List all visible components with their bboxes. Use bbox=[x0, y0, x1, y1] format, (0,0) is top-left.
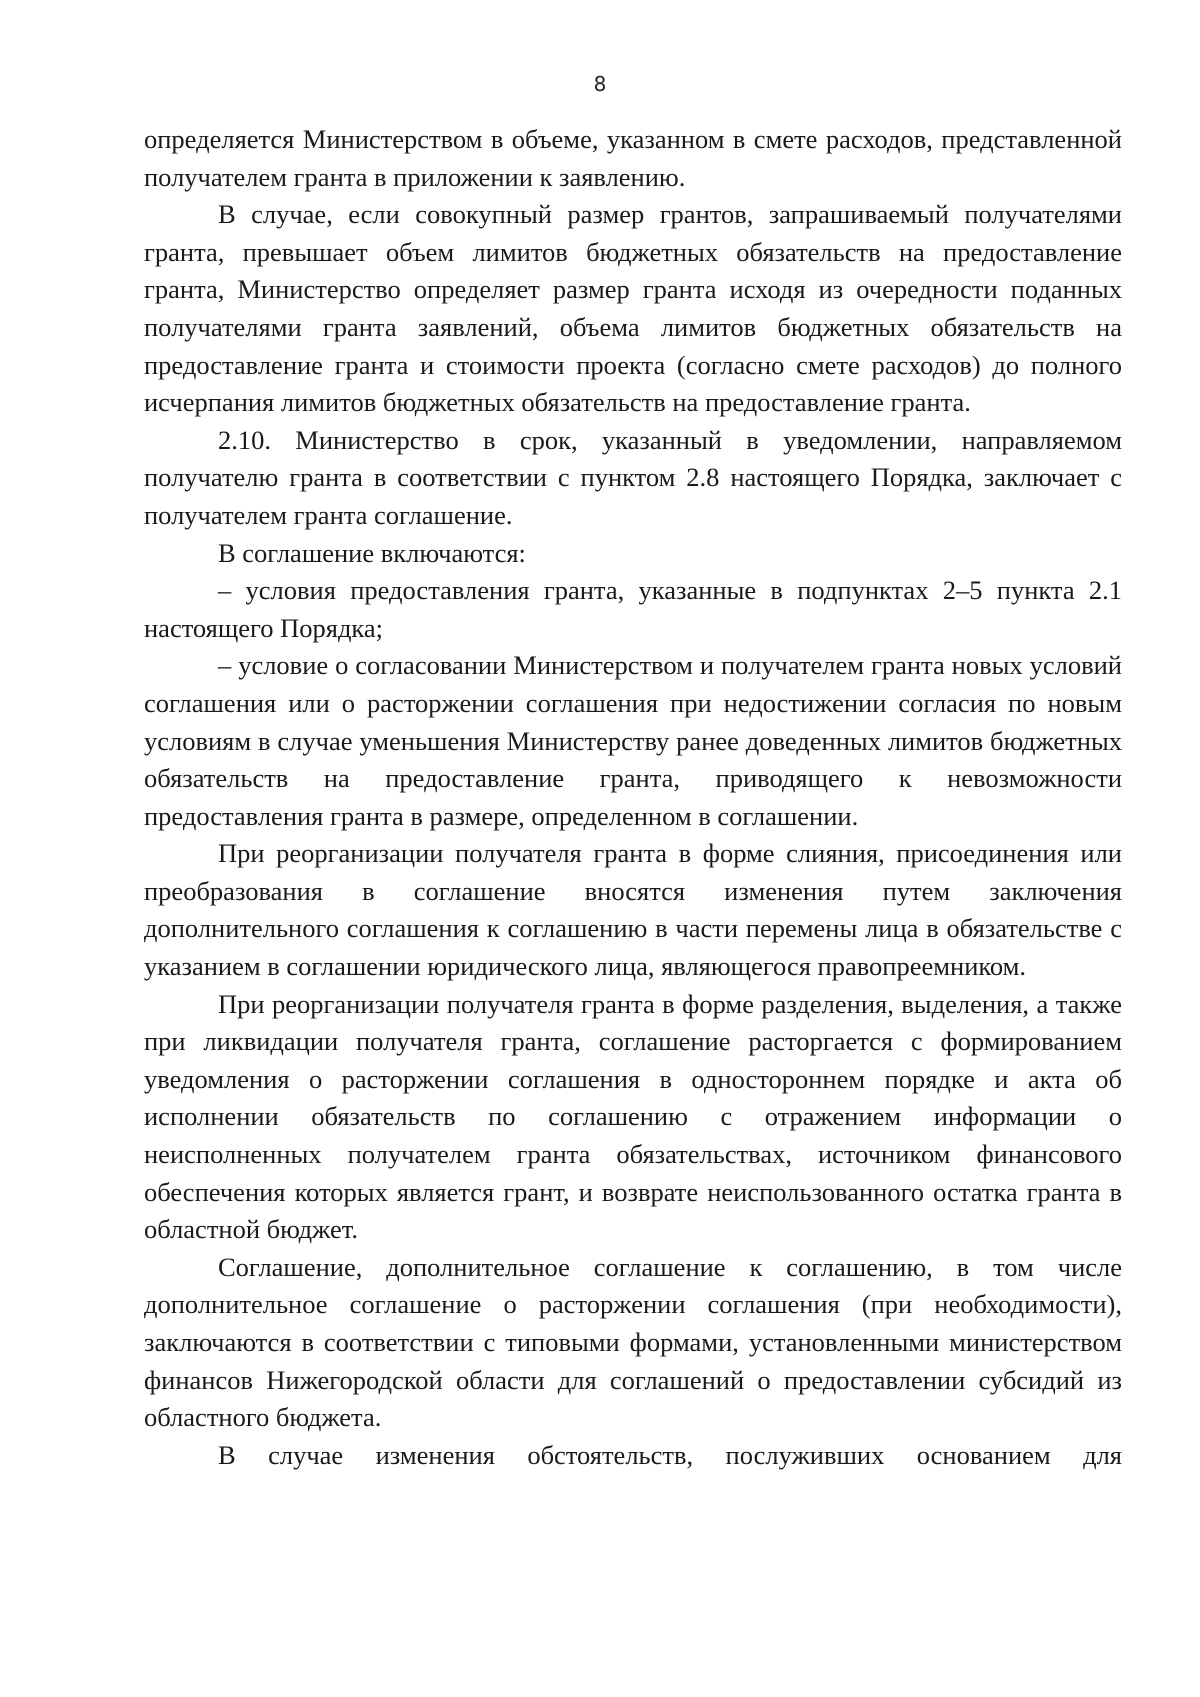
paragraph-reorganization-merger: При реорганизации получателя гранта в форме слияния, присоединения или преобразования в соглашение вносятся изменения путем заключения дополнительного соглашения к соглашению в части перемены лица в обязательстве с указанием в соглашении юридического лица, являющегося правопреемником. bbox=[144, 838, 1122, 982]
paragraph-agreement-includes: В соглашение включаются: bbox=[218, 537, 526, 568]
list-item-conditions: – условия предоставления гранта, указанные в подпунктах 2–5 пункта 2.1 настоящего Порядка; bbox=[144, 575, 1122, 643]
paragraph-circumstances-change: В случае изменения обстоятельств, послуживших основанием для bbox=[218, 1439, 1122, 1470]
paragraph-standard-forms: Соглашение, дополнительное соглашение к соглашению, в том числе дополнительное соглашение о расторжении соглашения (при необходимости), заключаются в соответствии с типовыми формами, установленными министерством финансов Нижегородской области для соглашений о предоставлении субсидий из областного бюджета. bbox=[144, 1251, 1122, 1433]
document-body bbox=[144, 121, 1122, 1474]
paragraph-grant-limits: В случае, если совокупный размер грантов, запрашиваемый получателями гранта, превышает объем лимитов бюджетных обязательств на предоставление гранта, Министерство определяет размер гранта исходя из очередности поданных получателями гранта заявлений, объема лимитов бюджетных обязательств на предоставление гранта и стоимости проекта (согласно смете расходов) до полного исчерпания лимитов бюджетных обязательств на предоставление гранта. bbox=[144, 199, 1122, 418]
paragraph-continuation: определяется Министерством в объеме, указанном в смете расходов, представленной получателем гранта в приложении к заявлению. bbox=[144, 124, 1122, 192]
page-number: 8 bbox=[593, 72, 607, 96]
paragraph-2-10: 2.10. Министерство в срок, указанный в уведомлении, направляемом получателю гранта в соответствии с пунктом 2.8 настоящего Порядка, заключает с получателем гранта соглашение. bbox=[144, 424, 1122, 530]
paragraph-reorganization-division: При реорганизации получателя гранта в форме разделения, выделения, а также при ликвидации получателя гранта, соглашение расторгается с формированием уведомления о расторжении соглашения в одностороннем порядке и акта об исполнении обязательств по соглашению с отражением информации о неисполненных получателем гранта обязательствах, источником финансового обеспечения которых является грант, и возврате неиспользованного остатка гранта в областной бюджет. bbox=[144, 988, 1122, 1245]
list-item-new-conditions: – условие о согласовании Министерством и получателем гранта новых условий соглашения или о расторжении соглашения при недостижении согласия по новым условиям в случае уменьшения Министерству ранее доведенных лимитов бюджетных обязательств на предоставление гранта, приводящего к невозможности предоставления гранта в размере, определенном в соглашении. bbox=[144, 650, 1122, 831]
